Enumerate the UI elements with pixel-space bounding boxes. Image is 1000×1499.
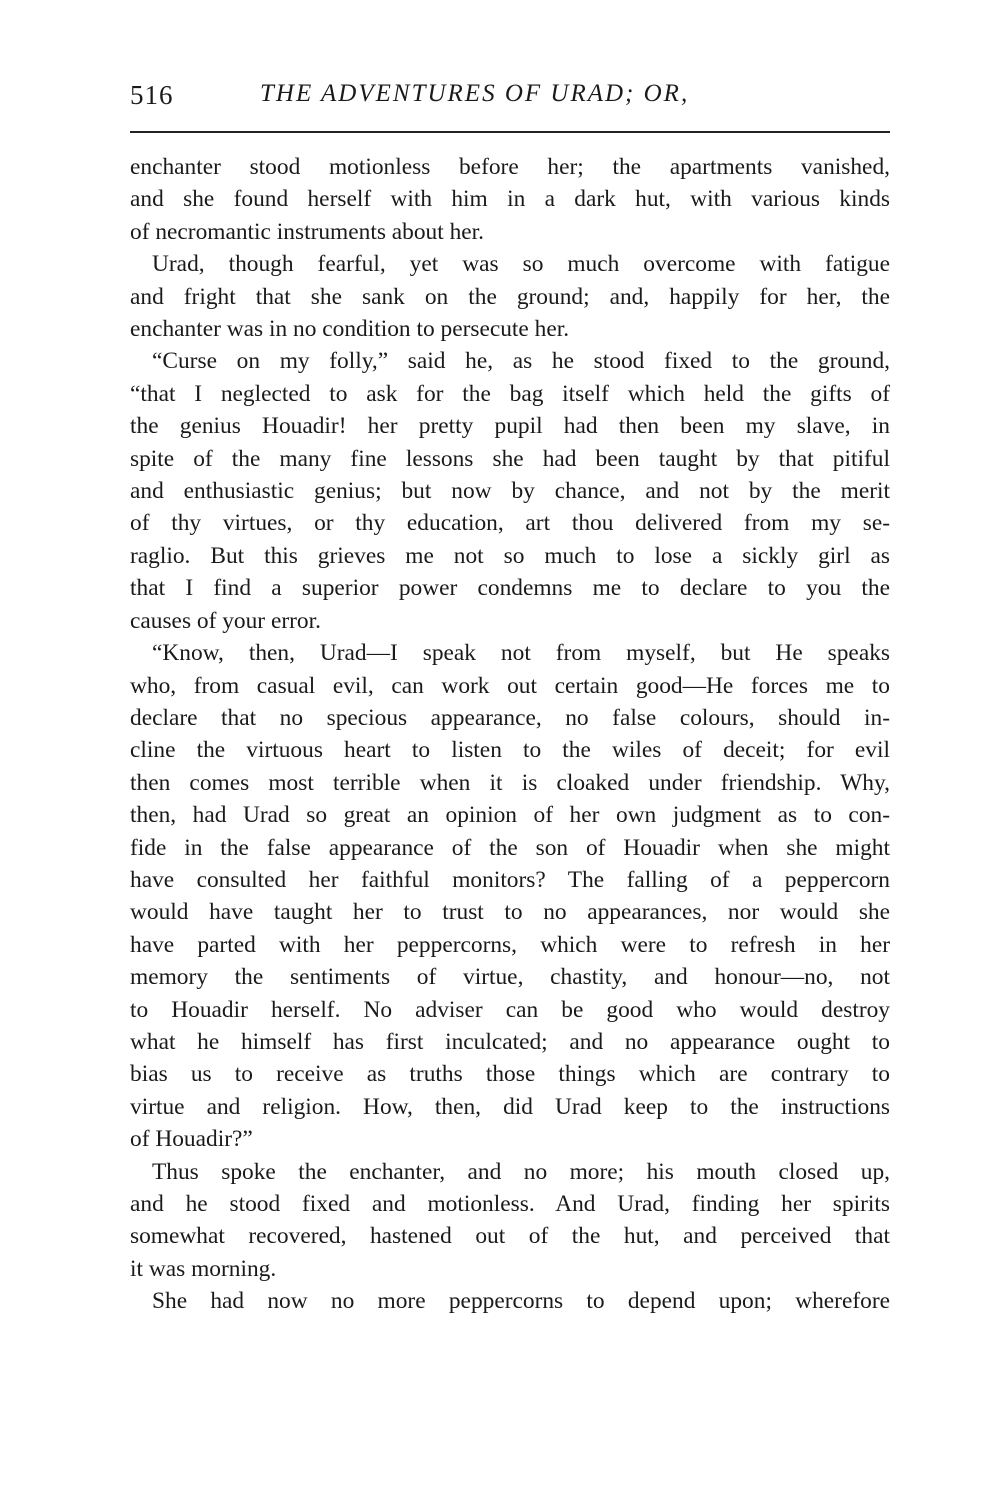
text-line: then, had Urad so great an opinion of her own judgment as to con- [130, 802, 890, 829]
text-line: of necromantic instruments about her. [130, 218, 485, 245]
text-line: enchanter stood motionless before her; the apartments vanished, [130, 154, 890, 180]
text-line: causes of your error. [130, 607, 321, 634]
paragraph [130, 248, 890, 345]
header-rule [130, 131, 890, 133]
paragraph [130, 1156, 890, 1286]
text-line: enchanter was in no condition to persecute her. [130, 316, 570, 343]
text-line: and fright that she sank on the ground; and, happily for her, the [130, 283, 890, 310]
text-line: spite of the many fine lessons she had been taught by that pitiful [130, 445, 890, 472]
paragraph [130, 1285, 890, 1317]
paragraph [130, 345, 890, 637]
text-line: and enthusiastic genius; but now by chance, and not by the merit [130, 478, 890, 505]
text-line: Urad, though fearful, yet was so much overcome with fatigue [152, 251, 890, 278]
text-line: would have taught her to trust to no appearances, nor would she [130, 899, 890, 926]
text-line: cline the virtuous heart to listen to the wiles of deceit; for evil [130, 737, 890, 764]
text-line: Thus spoke the enchanter, and no more; his mouth closed up, [152, 1158, 890, 1185]
text-line: what he himself has first inculcated; and no appearance ought to [130, 1028, 890, 1055]
text-line: memory the sentiments of virtue, chastity, and honour—no, not [130, 964, 890, 991]
running-title: THE ADVENTURES OF URAD; OR, [260, 80, 690, 107]
text-line: raglio. But this grieves me not so much to lose a sickly girl as [130, 542, 890, 569]
text-line: “that I neglected to ask for the bag itself which held the gifts of [130, 380, 890, 407]
text-line: fide in the false appearance of the son of Houadir when she might [130, 834, 890, 861]
running-head [130, 80, 890, 120]
paragraph [130, 637, 890, 1156]
text-line: have parted with her peppercorns, which were to refresh in her [130, 931, 890, 958]
text-line: it was morning. [130, 1255, 277, 1282]
text-line: and he stood fixed and motionless. And Urad, finding her spirits [130, 1191, 890, 1217]
text-line: virtue and religion. How, then, did Urad keep to the instructions [130, 1093, 890, 1120]
text-line: then comes most terrible when it is cloaked under friendship. Why, [130, 769, 890, 796]
text-line: the genius Houadir! her pretty pupil had then been my slave, in [130, 413, 890, 440]
page-number: 516 [130, 80, 174, 110]
text-line: bias us to receive as truths those things which are contrary to [130, 1061, 890, 1088]
text-line: of Houadir?” [130, 1126, 253, 1153]
body-text [130, 151, 890, 1318]
text-line: “Know, then, Urad—I speak not from myself, but He speaks [152, 640, 890, 667]
text-line: to Houadir herself. No adviser can be good who would destroy [130, 996, 890, 1023]
text-line: have consulted her faithful monitors? The falling of a peppercorn [130, 866, 890, 893]
text-line: somewhat recovered, hastened out of the hut, and perceived that [130, 1223, 890, 1250]
text-line: “Curse on my folly,” said he, as he stood fixed to the ground, [152, 348, 890, 375]
text-line: that I find a superior power condemns me to declare to you the [130, 575, 890, 602]
text-line: and she found herself with him in a dark hut, with various kinds [130, 186, 890, 213]
text-line: of thy virtues, or thy education, art thou delivered from my se- [130, 510, 890, 537]
text-line: declare that no specious appearance, no false colours, should in- [130, 704, 890, 731]
paragraph [130, 151, 890, 248]
text-line: She had now no more peppercorns to depend upon; wherefore [152, 1288, 890, 1315]
text-line: who, from casual evil, can work out certain good—He forces me to [130, 672, 890, 699]
